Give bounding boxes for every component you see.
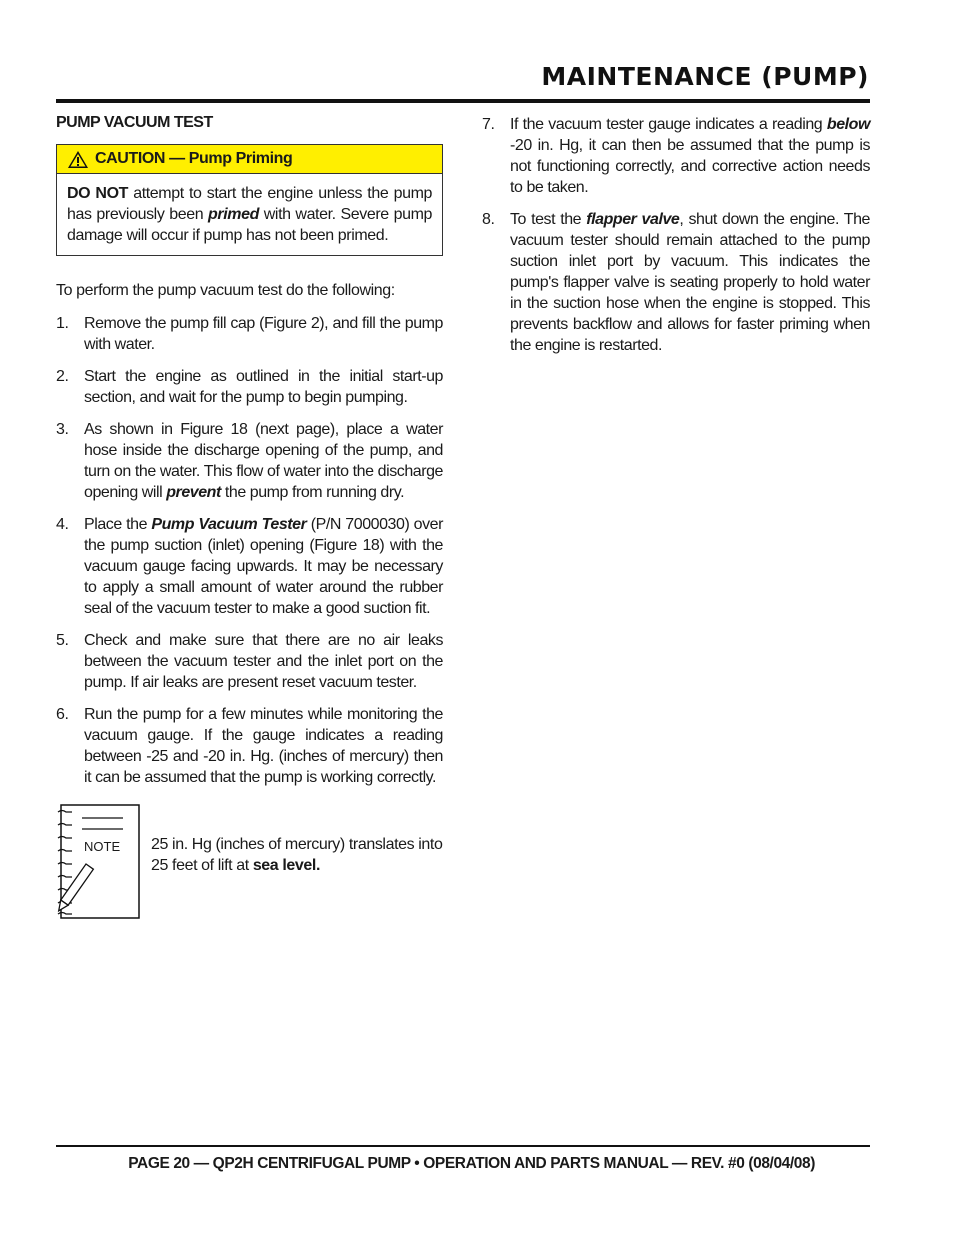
step-item [482, 209, 870, 356]
intro-text: To perform the pump vacuum test do the following: [56, 282, 395, 299]
step-emphasis: flapper valve [586, 211, 680, 228]
footer-rule [56, 1145, 870, 1147]
step-item [56, 313, 443, 355]
caution-text-b: with water. Severe pump damage will occur if pump has not been primed. [67, 206, 433, 244]
caution-emphasis: primed [208, 206, 259, 223]
step-number: 1. [56, 315, 69, 332]
step-text: , shut down the engine. The vacuum tester should remain attached to the pump suction inlet port by vacuum. This indicates the pump's flapper valve is seating properly to hold water in the suction hose when the engine is stopped. This prevents backflow and allows for faster priming when the engine is restarted. [510, 211, 871, 354]
note-icon-label-layer [56, 804, 121, 854]
step-number: 5. [56, 632, 69, 649]
step-number: 4. [56, 516, 69, 533]
step-item [482, 114, 870, 198]
steps-list-right [482, 114, 870, 356]
caution-text-a: attempt to start the engine unless the pump has previously been [67, 185, 432, 223]
step-number: 6. [56, 706, 69, 723]
step-item [56, 514, 443, 619]
step-emphasis: Pump Vacuum Tester [151, 516, 307, 533]
step-number: 3. [56, 421, 69, 438]
caution-header [57, 145, 442, 174]
page-header-title: MAINTENANCE (PUMP) [541, 62, 869, 91]
note-text [151, 834, 443, 920]
step-text: -20 in. Hg, it can then be assumed that the pump is not functioning correctly, and corrective action needs to be taken. [510, 137, 870, 196]
note-callout [56, 804, 443, 920]
step-item [56, 704, 443, 788]
caution-body [57, 174, 442, 255]
header-rule [56, 99, 870, 103]
left-column [56, 114, 443, 920]
step-text: As shown in Figure 18 (next page), place a water hose inside the discharge opening of the pump, and turn on the water. This flow of water into the discharge opening will [84, 421, 443, 501]
step-text: the pump from running dry. [220, 484, 405, 501]
step-number: 8. [482, 211, 495, 228]
right-column [482, 114, 870, 367]
note-text-body: 25 in. Hg (inches of mercury) translates into 25 feet of lift at [151, 836, 443, 874]
step-emphasis: below [826, 116, 870, 133]
step-item [56, 366, 443, 408]
step-text: Check and make sure that there are no air leaks between the vacuum tester and the inlet port on the pump. If air leaks are present reset vacuum tester. [84, 632, 443, 691]
note-icon-label: NOTE [84, 839, 121, 854]
step-text: Remove the pump fill cap (Figure 2), and fill the pump with water. [84, 315, 443, 353]
step-text: To test the [510, 211, 587, 228]
caution-box [56, 144, 443, 256]
caution-title: CAUTION — Pump Priming [95, 150, 293, 167]
caution-lead: DO NOT [67, 185, 128, 202]
step-item [56, 630, 443, 693]
step-item [56, 419, 443, 503]
note-text-bold: sea level. [252, 857, 320, 874]
step-number: 7. [482, 116, 495, 133]
step-text: (P/N 7000030) over the pump suction (inlet) opening (Figure 18) with the vacuum gauge facing upwards. It may be necessary to apply a small amount of water around the rubber seal of the vacuum tester to make a good suction fit. [84, 516, 443, 617]
page-footer: PAGE 20 — QP2H CENTRIFUGAL PUMP • OPERATION AND PARTS MANUAL — REV. #0 (08/04/08) [128, 1155, 815, 1172]
step-text: Place the [84, 516, 152, 533]
step-emphasis: prevent [166, 484, 221, 501]
warning-triangle-icon [67, 150, 89, 169]
step-text: Run the pump for a few minutes while monitoring the vacuum gauge. If the gauge indicates a reading between -25 and -20 in. Hg. (inches of mercury) then it can be assumed that the pump is working correctly. [84, 706, 443, 786]
step-number: 2. [56, 368, 69, 385]
steps-list-left [56, 313, 443, 788]
step-text: Start the engine as outlined in the initial start-up section, and wait for the pump to begin pumping. [84, 368, 443, 406]
step-text: If the vacuum tester gauge indicates a reading [510, 116, 827, 133]
section-heading: PUMP VACUUM TEST [56, 114, 213, 131]
